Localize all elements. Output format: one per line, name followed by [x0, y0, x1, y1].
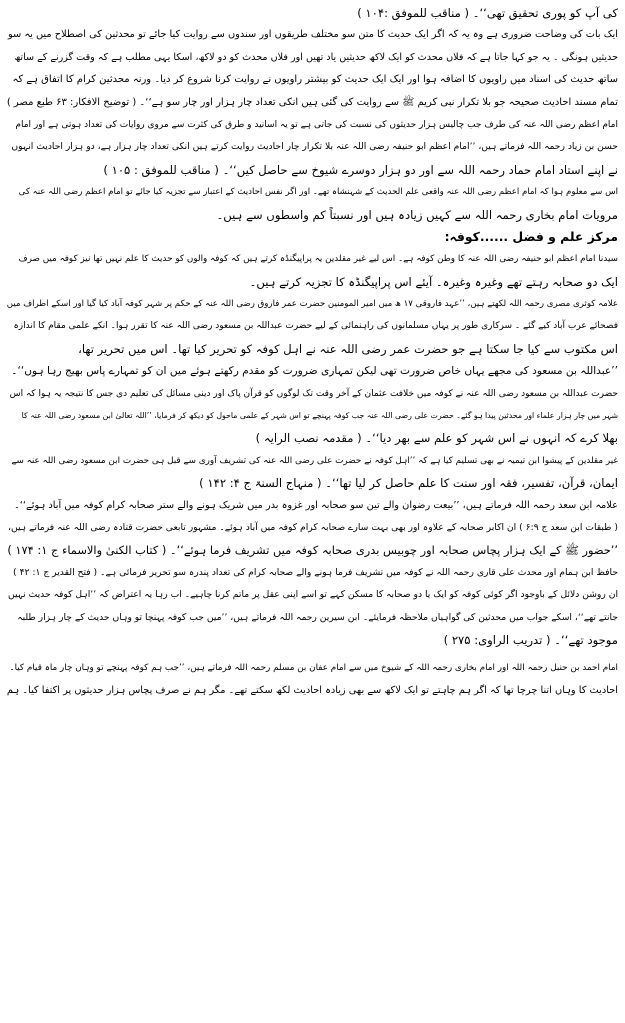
text-line: موجود تھے‘‘۔ ( تدریب الراوی: ۲۷۵ )	[443, 632, 618, 647]
text-line: بھلا کرے کہ انہوں نے اس شہر کو علم سے بھر دیا‘‘۔ ( مقدمہ نصب الرایہ )	[255, 431, 618, 446]
text-line: کی آپ کو پوری تحقیق تھی‘‘۔ ( مناقب للموفق :۱۰۴ )	[357, 6, 618, 20]
text-line: ساتھ حدیث کی اسناد میں راویوں کا اضافہ ہوا اور ایک ایک حدیث کو بیشتر راویوں نے روایت کرنا شروع کر دیا۔ ورنہ محدثین کرام کا اتفاق ہے کہ	[12, 74, 618, 86]
text-line: ایک دو صحابہ رہتے تھے وغیرہ وغیرہ۔ آیئے اس پراپیگنڈہ کا تجزیہ کرتے ہیں۔	[249, 274, 618, 289]
text-line: ’’حضور ﷺ کے ایک ہزار پچاس صحابہ اور چوبیس بدری صحابہ کوفہ میں تشریف فرما ہوئے‘‘۔ ( کتاب الکنیٰ والاسماء ج ۱: ۱۷۴ )	[7, 543, 618, 558]
text-line: امام اعظم رضی اللہ عنہ کی طرف جب چالیس ہزار حدیثوں کی نسبت کی جاتی ہے تو یہ اسانید و طرق کی کثرت سے مروی روایات کی تعداد ہوتی ہے اور امام	[15, 119, 618, 130]
paragraph	[7, 584, 618, 651]
text-line: امام احمد بن حنبل رحمہ اللہ اور امام بخاری رحمہ اللہ کے شیوخ میں سے امام عفان بن مسلم رحمہ اللہ فرماتے ہیں، ’’جب ہم کوفہ پہنچے تو وہاں چار ماہ قیام کیا۔	[9, 663, 618, 674]
section-heading	[7, 226, 618, 248]
text-line: فصحائے عرب آباد کیے گئے ۔ سرکاری طور پر یہاں مسلمانوں کی راہنمائی کے لیے حضرت عبداللہ بن مسعود رضی اللہ عنہ کا تقرر ہوا۔ انکے علمی مقام کا اندازہ	[13, 321, 618, 332]
text-line: شہر میں چار ہزار علماء اور محدثین پیدا ہو گئے۔ حضرت علی رضی اللہ عنہ جب کوفہ پہنچے تو اس شہر کے علمی ماحول کو دیکھ کر فرمایا، ’’اللہ تعالیٰ ابن مسعود رضی اللہ عنہ کا	[21, 411, 618, 421]
text-line: ( طبقات ابن سعد ج ۶:۹ ) ان اکابر صحابہ کے علاوہ اور بھی بہت سارے صحابہ کرام کوفہ میں آباد ہوئے۔ مشہور تابعی حضرت قتادہ رضی اللہ عنہ فرماتے ہیں،	[8, 521, 618, 533]
text-line: علامہ کوثری مصری رحمہ اللہ لکھتے ہیں، ’’عہد فاروقی ۱۷ ھ میں امیر المومنین حضرت عمر فاروق رضی اللہ عنہ کے حکم پر شہر کوفہ آباد کیا گیا اور اسکے اطراف میں	[7, 299, 618, 310]
text-line: تمام مسند احادیث صحیحہ جو بلا تکرار نبی کریم ﷺ سے روایت کی گئی ہیں انکی تعداد چار ہزار اور چار سو ہے‘‘۔ ( توضیح الافکار: ۶۳ طبع مصر )	[7, 96, 618, 108]
text-line: علامہ ابن سعد رحمہ اللہ فرماتے ہیں، ’’بیعت رضوان والے تین سو صحابہ اور غزوہ بدر میں شریک ہونے والے ستر صحابہ کرام کوفہ میں آباد ہوئے‘‘۔	[14, 499, 618, 511]
paragraph	[7, 360, 618, 382]
text-line: حافظ ابن ہمام اور محدث علی قاری رحمہ اللہ نے کوفہ میں تشریف فرما ہونے والے صحابہ کرام کی تعداد پندرہ سو تحریر فرمائی ہے۔ ( فتح القدیر ج ۱: ۴۲ )	[13, 566, 618, 578]
text-line: احادیث کا وہاں اتنا چرچا تھا کہ اگر ہم چاہتے تو ایک لاکھ سے بھی زیادہ احادیث لکھ سکتے تھے۔ مگر ہم نے صرف پچاس ہزار حدیثوں پر اکتفا کیا۔ ہم	[7, 684, 618, 696]
text-line: ایک بات کی وضاحت ضروری ہے وہ یہ کہ اگر ایک حدیث کا متن سو مختلف طریقوں اور سندوں سے روایت کیا جائے تو محدثین کی اصطلاح میں یہ سو	[8, 29, 618, 41]
text-line: ایمان، قرآن، تفسیر، فقہ اور سنت کا علم حاصل کر لیا تھا‘‘۔ ( منہاج السنۃ ج ۴: ۱۴۲ )	[199, 476, 618, 491]
text-line: جانتے تھے‘‘، اسکے جواب میں محدثین کی گواہیاں ملاحظہ فرمایئے۔ ابن سیرین رحمہ اللہ فرماتے ہیں، ’’میں جب کوفہ پہنچا تو وہاں حدیث کے چار ہزار طلبہ	[17, 611, 618, 623]
paragraph	[7, 2, 618, 24]
text-line: حضرت عبداللہ بن مسعود رضی اللہ عنہ نے کوفہ میں خلافت عثمان کے آخر وقت تک لوگوں کو قرآن پاک اور دینی مسائل کی تعلیم دی جس کا نتیجہ یہ ہوا کہ اس	[9, 388, 618, 399]
paragraph	[7, 293, 618, 360]
text-line: مرکز علم و فضل ......کوفہ:	[444, 228, 618, 244]
text-line: نے اپنے استاد امام حماد رحمہ اللہ سے اور دو ہزار دوسرے شیوخ سے حاصل کیں‘‘۔ ( مناقب للموفق : ۱۰۵ )	[103, 162, 618, 177]
text-line: ’’عبداللہ بن مسعود کی مجھے یہاں خاص ضرورت تھی لیکن تمہاری ضرورت کو مقدم رکھتے ہوئے میں ان کو تمہارے پاس بھیج رہا ہوں‘‘۔	[11, 365, 618, 378]
text-line: حدیثیں ہونگی ۔ یہ جو کہا جاتا ہے کہ فلاں محدث کو ایک لاکھ حدیثیں یاد تھیں اور فلاں محدث کو دو لاکھ، اسکا یہی مطلب ہے کہ وقت گزرنے کے ساتھ	[14, 51, 618, 63]
text-line: ان روشن دلائل کے باوجود اگر کوئی کوفہ کو ایک یا دو صحابہ کا مسکن کہے تو اسے اپنی عقل پر ماتم کرنا چاہیے۔ اب رہا یہ اعتراض کہ ’’اہل کوفہ حدیث نہیں	[7, 589, 618, 601]
paragraph	[7, 657, 618, 702]
text-line: سیدنا امام اعظم ابو حنیفہ رضی اللہ عنہ کا وطن کوفہ ہے۔ اس لیے غیر مقلدین یہ پراپیگنڈہ کرتے ہیں کہ کوفہ والوں کو حدیث کا علم نہیں تھا نیز کوفہ میں صرف	[18, 254, 618, 265]
text-line: اس مکتوب سے کیا جا سکتا ہے جو حضرت عمر رضی اللہ عنہ نے اہل کوفہ کو تحریر کیا تھا۔ اس میں تحریر تھا،	[78, 341, 618, 356]
text-line: مرویات امام بخاری رحمہ اللہ سے کہیں زیادہ ہیں اور نسبتاً کم واسطوں سے ہیں۔	[216, 207, 618, 222]
paragraph	[7, 24, 618, 114]
paragraph	[7, 181, 618, 226]
paragraph	[7, 562, 618, 584]
text-line: غیر مقلدین کے پیشوا ابن تیمیہ نے بھی تسلیم کیا ہے کہ ’’اہل کوفہ نے حضرت علی رضی اللہ عنہ کی تشریف آوری سے قبل ہی حضرت ابن مسعود رضی اللہ عنہ سے	[11, 455, 618, 466]
paragraph	[7, 383, 618, 450]
paragraph	[7, 114, 618, 181]
text-line: حسن بن زیاد رحمہ اللہ فرماتے ہیں، ’’امام اعظم ابو حنیفہ رضی اللہ عنہ بلا تکرار چار احادیث روایت کرتے ہیں انکی تعداد چار ہزار ہے، دو ہزار احادیث انہوں	[11, 141, 618, 153]
paragraph	[7, 248, 618, 293]
text-line: اس سے معلوم ہوا کہ امام اعظم رضی اللہ عنہ واقعی علم الحدیث کے شہنشاہ تھے۔ اور اگر نفس احادیث کے اعتبار سے تجزیہ کیا جائے تو امام اعظم رضی اللہ عنہ کی	[18, 187, 618, 198]
paragraph	[7, 495, 618, 562]
paragraph	[7, 450, 618, 495]
